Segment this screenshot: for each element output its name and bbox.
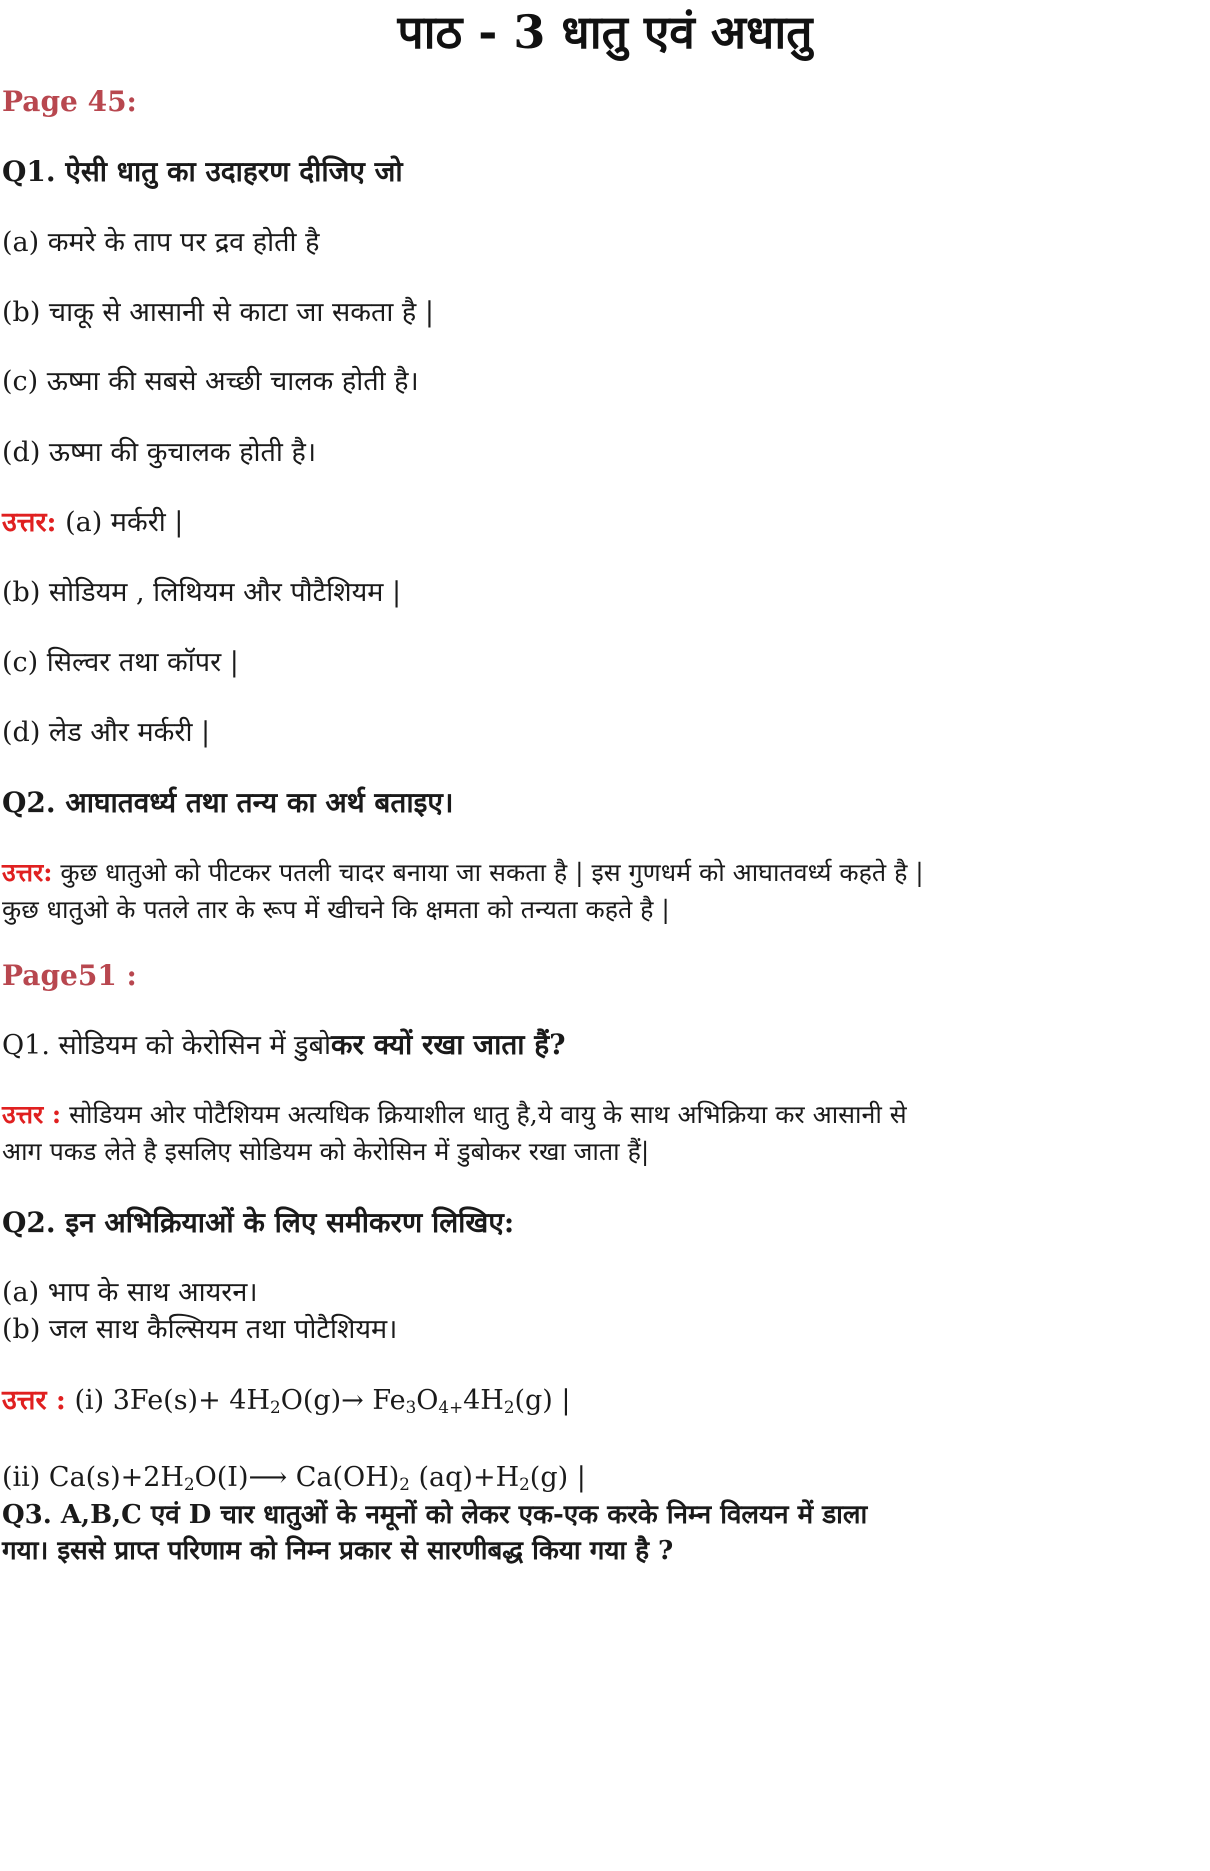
answer-p51-1-line-2: आग पकड लेते है इसलिए सोडियम को केरोसिन में डुबोकर रखा जाता हैं| — [2, 1137, 650, 1166]
question-p51-2: Q2. इन अभिक्रियाओं के लिए समीकरण लिखिए: — [2, 1206, 515, 1239]
option-b: (b) चाकू से आसानी से काटा जा सकता है | — [2, 297, 434, 328]
question-1: Q1. ऐसी धातु का उदाहरण दीजिए जो — [2, 155, 403, 188]
answer-label: उत्तर: — [2, 858, 53, 887]
eq1-part: 4H — [463, 1385, 504, 1416]
equation-1 — [2, 1383, 571, 1419]
question-p51-1 — [2, 1027, 566, 1064]
answer-label: उत्तर: — [2, 507, 57, 538]
question-p51-3-line-2: गया। इससे प्राप्त परिणाम को निम्न प्रकार से सारणीबद्ध किया गया है ? — [2, 1536, 674, 1566]
question-p51-1-bold: कर क्यों रखा जाता हैं? — [331, 1028, 566, 1061]
option-a: (a) कमरे के ताप पर द्रव होती है — [2, 227, 320, 258]
answer-label: उत्तर : — [2, 1100, 62, 1129]
answer-c: (c) सिल्वर तथा कॉपर | — [2, 647, 239, 678]
eq2-part: (g) | — [529, 1462, 586, 1493]
question-2: Q2. आघातवर्ध्य तथा तन्य का अर्थ बताइए। — [2, 786, 454, 819]
eq1-part: (g) | — [514, 1385, 571, 1416]
option-d: (d) ऊष्मा की कुचालक होती है। — [2, 437, 317, 468]
eq1-part: (i) 3Fe(s)+ 4H — [74, 1385, 271, 1416]
question-p51-1-prefix: Q1. सोडियम को केरोसिन में डुबो — [2, 1030, 332, 1061]
eq1-sub: 4+ — [438, 1397, 464, 1418]
part-a: (a) भाप के साथ आयरन। — [2, 1277, 258, 1308]
answer-d: (d) लेड और मर्करी | — [2, 717, 211, 748]
eq2-sub: 2 — [183, 1474, 195, 1495]
part-b: (b) जल साथ कैल्सियम तथा पोटैशियम। — [2, 1314, 398, 1345]
answer-p51-1-text-1: सोडियम ओर पोटैशियम अत्यधिक क्रियाशील धातु है,ये वायु के साथ अभिक्रिया कर आसानी से — [69, 1100, 907, 1129]
option-c: (c) ऊष्मा की सबसे अच्छी चालक होती है। — [2, 366, 419, 397]
eq2-sub: 2 — [519, 1474, 530, 1495]
answer-1-line — [2, 505, 183, 541]
eq2-sub: 2 — [399, 1474, 410, 1495]
answer-2-line-2: कुछ धातुओ के पतले तार के रूप में खीचने कि क्षमता को तन्यता कहते है | — [2, 895, 670, 924]
page-heading-45: Page 45: — [2, 85, 137, 118]
eq2-part: (aq)+H — [409, 1462, 520, 1493]
answer-a: (a) मर्करी | — [65, 507, 184, 538]
eq2-part: (ii) Ca(s)+2H — [2, 1462, 184, 1493]
eq1-part: O — [416, 1385, 439, 1416]
answer-label: उत्तर : — [2, 1385, 66, 1416]
answer-2-line-1 — [2, 855, 924, 891]
equation-2 — [2, 1460, 586, 1496]
eq2-part: O(I)⟶ Ca(OH) — [194, 1462, 400, 1493]
eq1-sub: 3 — [405, 1397, 417, 1418]
eq1-part: O(g)→ Fe — [280, 1385, 406, 1416]
eq1-sub: 2 — [503, 1397, 515, 1418]
answer-b: (b) सोडियम , लिथियम और पौटैशियम | — [2, 577, 402, 608]
page-heading-51: Page51 : — [2, 959, 137, 992]
eq1-sub: 2 — [270, 1397, 281, 1418]
answer-p51-1-line-1 — [2, 1097, 907, 1133]
answer-2-text-1: कुछ धातुओ को पीटकर पतली चादर बनाया जा सकता है | इस गुणधर्म को आघातवर्ध्य कहते है | — [60, 858, 924, 887]
question-p51-3-line-1: Q3. A,B,C एवं D चार धातुओं के नमूनों को लेकर एक-एक करके निम्न विलयन में डाला — [2, 1500, 868, 1530]
chapter-title: पाठ - 3 धातु एवं अधातु — [397, 5, 813, 59]
